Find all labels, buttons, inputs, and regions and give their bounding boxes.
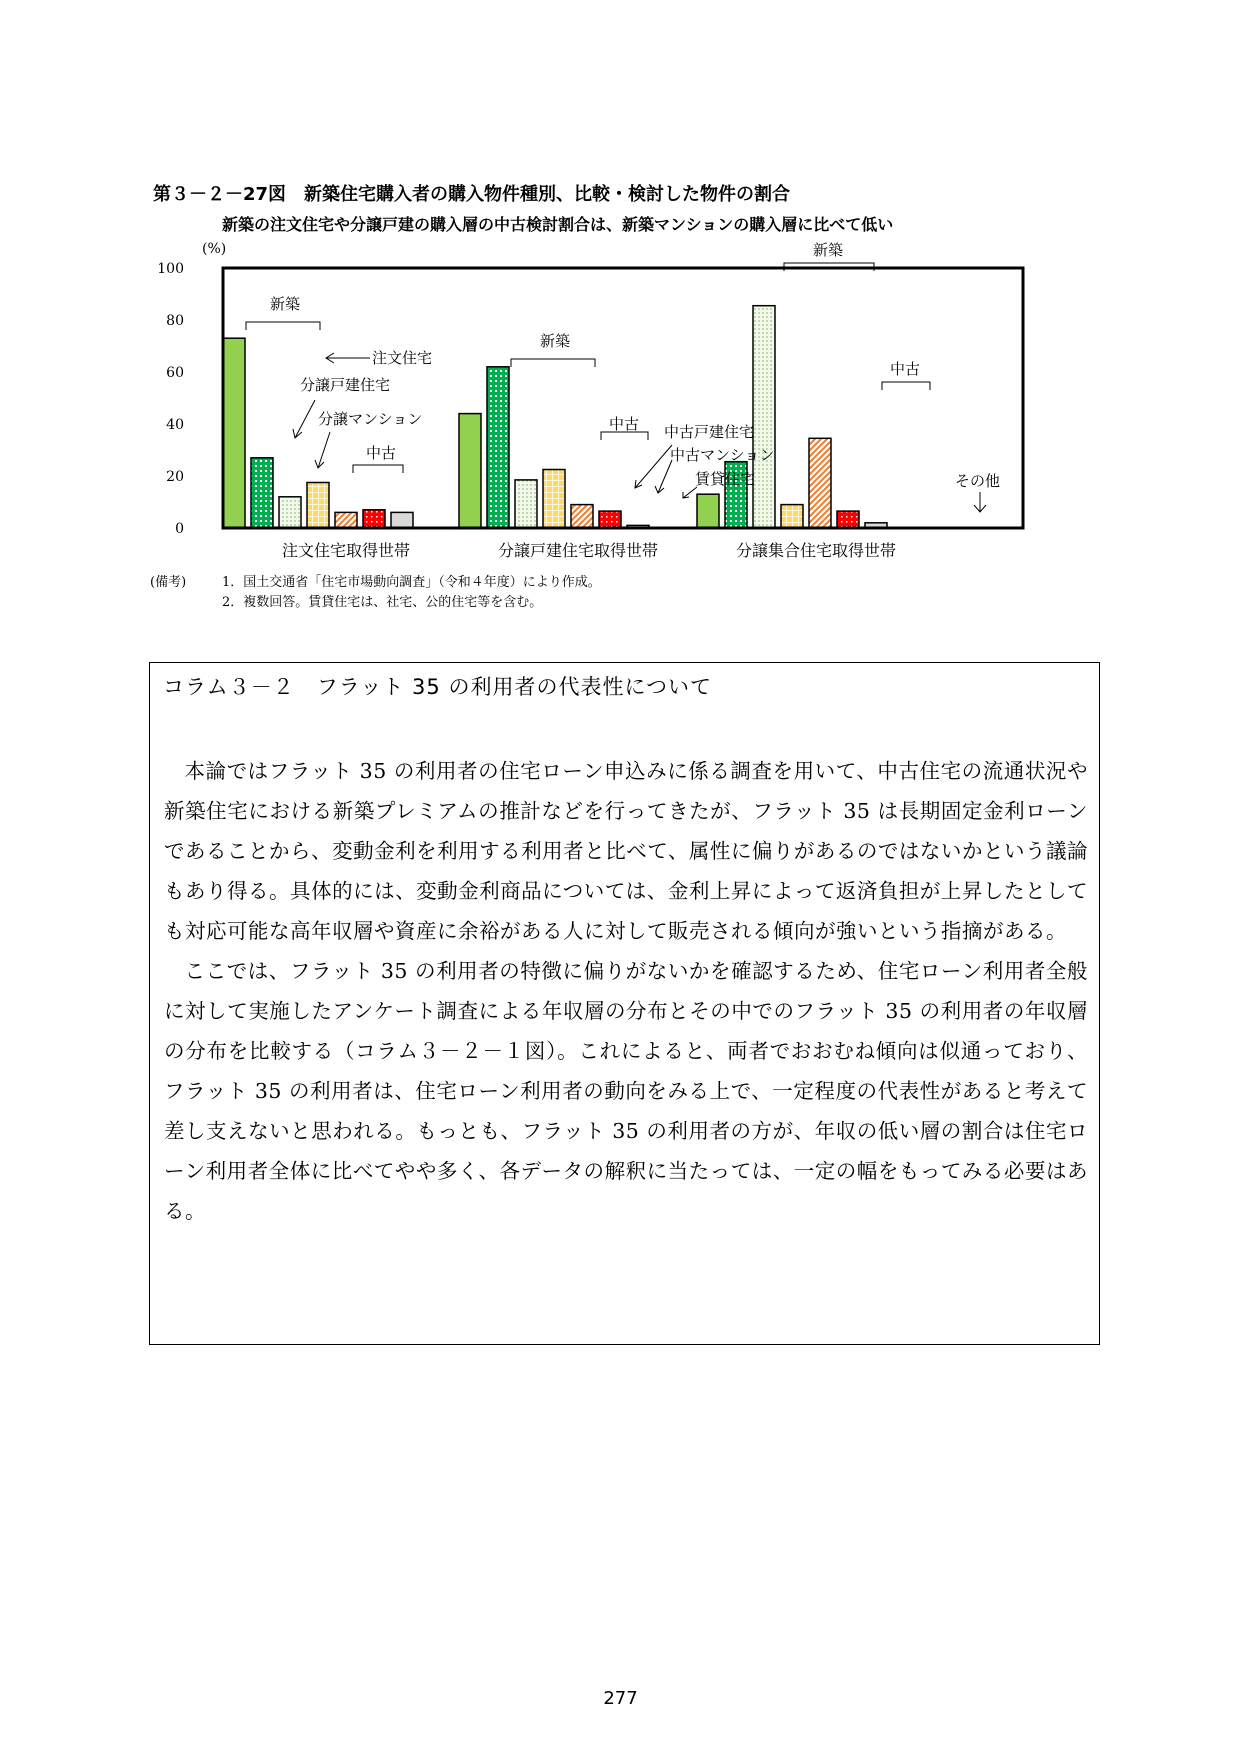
annot-used-1: 中古 bbox=[366, 444, 397, 462]
legend-label-3: 分譲マンション bbox=[318, 410, 423, 428]
notes-label: (備考) bbox=[150, 575, 187, 590]
bar-3-4 bbox=[781, 505, 803, 528]
y-tick-label: 40 bbox=[166, 417, 184, 433]
annot-new-2: 新築 bbox=[540, 332, 571, 350]
category-label: 分譲戸建住宅取得世帯 bbox=[497, 541, 659, 560]
column-box bbox=[149, 662, 1100, 1345]
bar-1-4 bbox=[307, 483, 329, 529]
annot-used-2: 中古 bbox=[609, 415, 640, 433]
column-title: コラム３－２ フラット 35 の利用者の代表性について bbox=[163, 675, 713, 699]
annot-new-3: 新築 bbox=[813, 241, 844, 259]
y-unit-label: (%) bbox=[202, 241, 227, 257]
note-2: 2．複数回答。賃貸住宅は、社宅、公的住宅等を含む。 bbox=[222, 595, 543, 610]
legend-label-5: 中古マンション bbox=[670, 446, 775, 464]
bar-3-5 bbox=[809, 438, 831, 528]
figure-subtitle: 新築の注文住宅や分譲戸建の購入層の中古検討割合は、新築マンションの購入層に比べて低い bbox=[222, 215, 894, 234]
column-paragraph-2: ここでは、フラット 35 の利用者の特徴に偏りがないかを確認するため、住宅ローン利用者全般に対して実施したアンケート調査による年収層の分布とその中でのフラット 35 の利用者の年収層の分布を比較する（コラム３－２－１図）。これによると、両者でおおむね傾向は似通っており、フラット 35 の利用者は、住宅ローン利用者の動向をみる上で、一定程度の代表性があると考えて差し支えないと思われる。もっとも、フラット 35 の利用者の方が、年収の低い層の割合は住宅ローン利用者全体に比べてやや多く、各データの解釈に当たっては、一定の幅をもってみる必要はある。 bbox=[164, 959, 1088, 1223]
bracket-used-3 bbox=[882, 382, 930, 390]
bar-1-3 bbox=[279, 497, 301, 528]
bar-1-2 bbox=[251, 458, 273, 528]
callout-line-4 bbox=[635, 445, 672, 488]
bar-1-7 bbox=[391, 512, 413, 528]
bracket-used-2 bbox=[601, 432, 648, 440]
bar-1-6 bbox=[363, 510, 385, 528]
annot-new-1: 新築 bbox=[270, 295, 301, 313]
legend-label-2: 分譲戸建住宅 bbox=[300, 376, 391, 394]
y-tick-label: 100 bbox=[157, 261, 184, 277]
y-tick-label: 20 bbox=[166, 469, 184, 485]
bar-chart bbox=[150, 240, 1030, 560]
figure-title: 第３－２－27図 新築住宅購入者の購入物件種別、比較・検討した物件の割合 bbox=[153, 184, 791, 205]
bracket-new-1 bbox=[246, 322, 320, 330]
callout-line-6 bbox=[683, 487, 697, 498]
bracket-used-1 bbox=[353, 465, 403, 473]
bracket-new-2 bbox=[511, 359, 595, 367]
page-number: 277 bbox=[603, 1688, 638, 1709]
bar-2-6 bbox=[599, 511, 621, 528]
legend-label-1: 注文住宅 bbox=[372, 349, 433, 367]
y-tick-label: 80 bbox=[166, 313, 184, 329]
y-tick-label: 60 bbox=[166, 365, 184, 381]
bar-1-5 bbox=[335, 512, 357, 528]
annot-other: その他 bbox=[955, 472, 1001, 490]
bar-2-5 bbox=[571, 505, 593, 528]
bar-3-3 bbox=[753, 306, 775, 528]
callout-line-2 bbox=[295, 400, 315, 438]
column-body bbox=[164, 751, 1088, 1231]
legend-label-4: 中古戸建住宅 bbox=[664, 423, 755, 441]
category-label: 注文住宅取得世帯 bbox=[281, 541, 411, 560]
column-paragraph-1: 本論ではフラット 35 の利用者の住宅ローン申込みに係る調査を用いて、中古住宅の流通状況や新築住宅における新築プレミアムの推計などを行ってきたが、フラット 35 は長期固定金利ローンであることから、変動金利を利用する利用者と比べて、属性に偏りがあるのではないかという議論もあり得る。具体的には、変動金利商品については、金利上昇によって返済負担が上昇したとしても対応可能な高年収層や資産に余裕がある人に対して販売される傾向が強いという指摘がある。 bbox=[164, 759, 1088, 943]
bar-3-6 bbox=[837, 511, 859, 528]
category-label: 分譲集合住宅取得世帯 bbox=[735, 541, 897, 560]
bar-1-1 bbox=[223, 338, 245, 528]
bar-2-1 bbox=[459, 414, 481, 528]
callout-line-5 bbox=[658, 460, 672, 493]
bar-3-1 bbox=[697, 494, 719, 528]
plot-frame bbox=[223, 268, 1023, 528]
figure-notes bbox=[150, 573, 601, 613]
legend-label-6: 賃貸住宅 bbox=[695, 470, 756, 488]
note-1: 1．国土交通省「住宅市場動向調査」（令和４年度）により作成。 bbox=[222, 575, 601, 590]
y-tick-label: 0 bbox=[175, 521, 184, 537]
bar-2-3 bbox=[515, 480, 537, 528]
bar-2-4 bbox=[543, 470, 565, 529]
bar-2-2 bbox=[487, 367, 509, 528]
annot-used-3: 中古 bbox=[890, 360, 921, 378]
